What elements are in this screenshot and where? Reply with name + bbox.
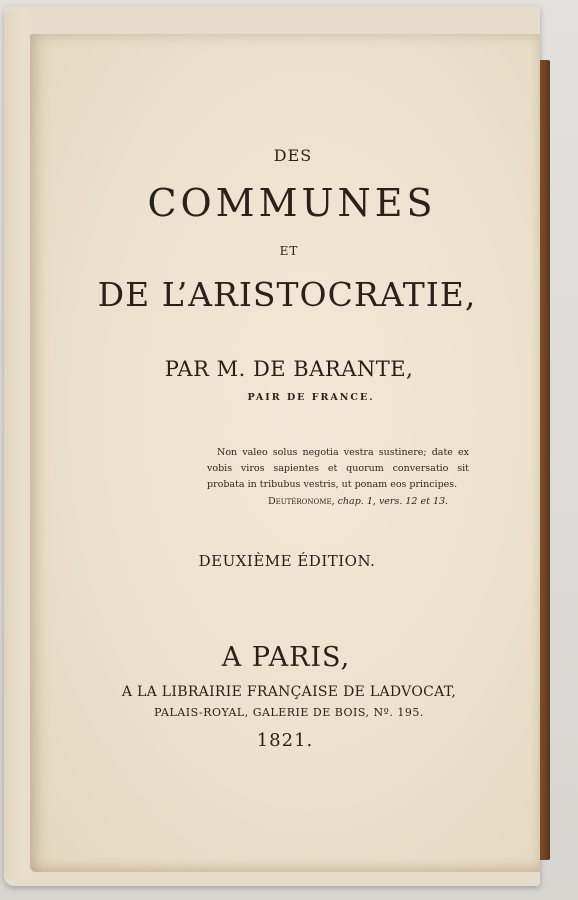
title-line-des: DES [273,146,313,165]
citation-verses: vers. 12 et 13. [378,496,449,507]
imprint-address: PALAIS-ROYAL, GALERIE DE BOIS, Nº. 195. [154,706,424,719]
title-line-aristocratie: DE L’ARISTOCRATIE, [97,275,477,314]
author-line: PAR M. DE BARANTE, [164,357,414,381]
citation-sep-2: , [372,496,379,507]
citation-chapter: chap. 1 [337,496,373,507]
citation-book: Deutéronome [268,496,332,507]
epigraph [207,445,469,493]
imprint-publisher: A LA LIBRAIRIE FRANÇAISE DE LADVOCAT, [121,684,457,700]
citation-sep-1: , [331,496,338,507]
epigraph-text: Non valeo solus negotia vestra sustinere; date ex vobis viros sapientes et quorum conversatio sit probata in tribubus vestris, ut ponam eos principes. [207,447,469,490]
epigraph-citation [268,496,458,507]
author-title: PAIR DE FRANCE. [247,392,375,403]
imprint-year: 1821. [256,730,314,751]
title-line-et: ET [279,244,299,258]
edition-line: DEUXIÈME ÉDITION. [198,552,376,570]
title-line-communes: COMMUNES [147,181,437,225]
imprint-city: A PARIS, [221,642,351,673]
